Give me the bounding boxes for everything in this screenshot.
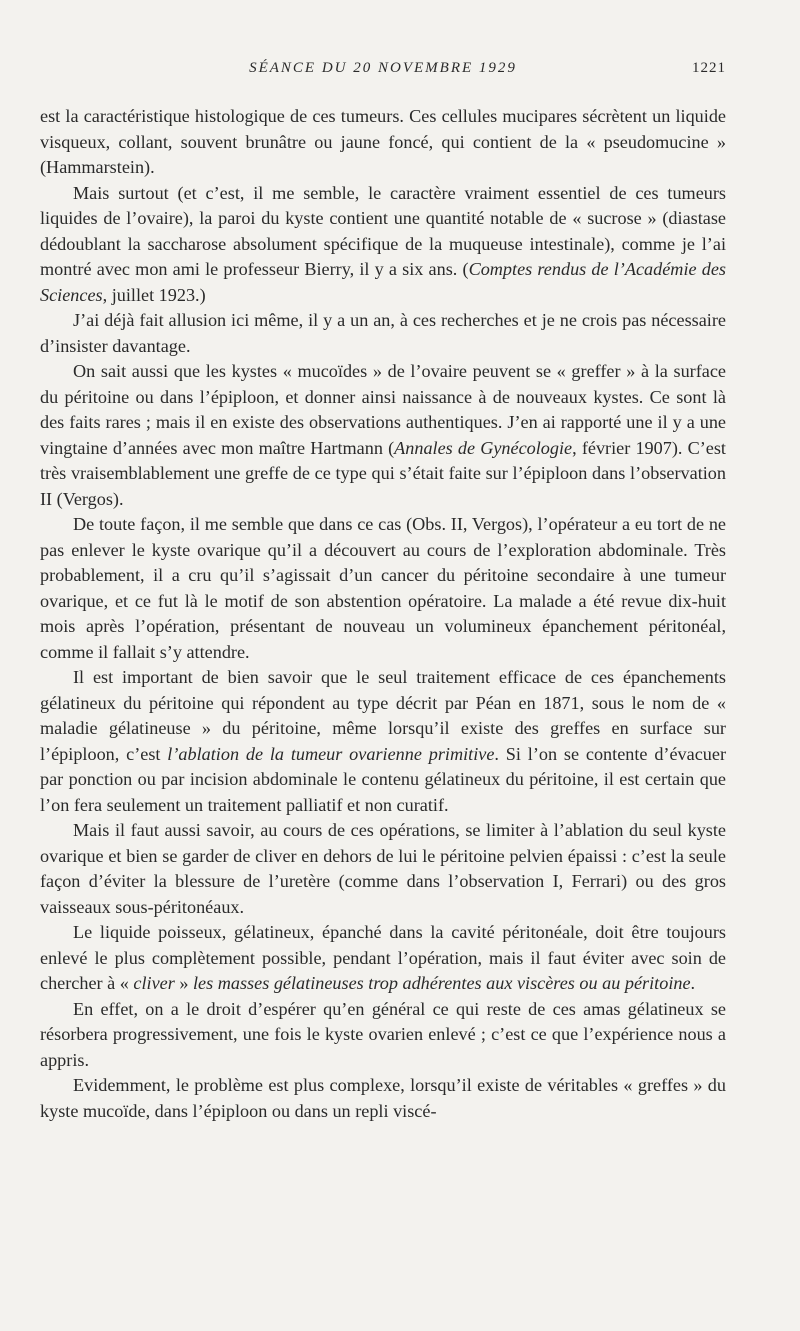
text-segment: » xyxy=(174,973,193,993)
italic-citation: Annales de Gynécologie xyxy=(394,437,573,458)
text-segment: . Si l’on se contente d’évacuer par ponction ou par incision abdominale le contenu gélatineux du péritoine, il est certain que l’on fera seulement un traitement palliatif et non curatif. xyxy=(40,743,726,815)
paragraph xyxy=(40,104,726,181)
text-segment: Mais il faut aussi savoir, au cours de ces opérations, se limiter à l’ablation du seul kyste ovarique et bien se garder de cliver en dehors de lui le péritoine pelvien épaissi : c’est la seule façon d’éviter la blessure de l’uretère (comme dans l’observation I, Ferrari) ou des gros vaisseaux sous-péritonéaux. xyxy=(40,820,726,917)
text-segment: . xyxy=(690,973,696,993)
text-segment: De toute façon, il me semble que dans ce cas (Obs. II, Vergos), l’opérateur a eu tort de ne pas enlever le kyste ovarique qu’il a découvert au cours de l’exploration abdominale. Très probablement, il a cru qu’il s’agissait d’un cancer du péritoine secondaire à une tumeur ovarique, et ce fut là le motif de son abstention opératoire. La malade a été revue dix-huit mois après l’opération, présentant de nouveau un volumineux épanchement péritonéal, comme il fallait s’y attendre. xyxy=(40,514,726,662)
paragraph xyxy=(40,997,726,1074)
text-segment: J’ai déjà fait allusion ici même, il y a un an, à ces recherches et je ne crois pas nécessaire d’insister davantage. xyxy=(40,310,726,356)
document-page xyxy=(40,56,726,1124)
paragraph xyxy=(40,512,726,665)
italic-citation: cliver xyxy=(133,973,175,993)
text-segment: Evidemment, le problème est plus complexe, lorsqu’il existe de véritables « greffes » du kyste mucoïde, dans l’épiploon ou dans un repli viscé- xyxy=(40,1075,726,1121)
header-title: SÉANCE DU 20 NOVEMBRE 1929 xyxy=(249,60,517,76)
paragraph xyxy=(40,818,726,920)
text-segment: Mais surtout (et c’est, il me semble, le caractère vraiment essentiel de ces tumeurs liquides de l’ovaire), la paroi du kyste contient une quantité notable de « sucrose » (diastase dédoublant la saccharose absolument spécifique de la muqueuse intestinale), comme je l’ai montré avec mon ami le professeur Bierry, il y a six ans. ( xyxy=(40,182,726,279)
page-number: 1221 xyxy=(692,60,726,76)
paragraph xyxy=(40,920,726,997)
text-segment: est la caractéristique histologique de ces tumeurs. Ces cellules mucipares sécrètent un liquide visqueux, collant, souvent brunâtre ou jaune foncé, qui contient de la « pseudomucine » (Hammarstein). xyxy=(40,106,726,177)
text-segment: Il est important de bien savoir que le seul traitement efficace de ces épanchements gélatineux du péritoine qui répondent au type décrit par Péan en 1871, sous le nom de « maladie gélatineuse » du péritoine, même lorsqu’il existe des greffes en surface sur l’épiploon, c’est xyxy=(40,667,726,764)
text-segment: En effet, on a le droit d’espérer qu’en général ce qui reste de ces amas gélatineux se résorbera progressivement, une fois le kyste ovarien enlevé ; c’est ce que l’expérience nous a appris. xyxy=(40,998,726,1070)
paragraph xyxy=(40,1073,726,1124)
paragraph xyxy=(40,308,726,359)
italic-citation: les masses gélatineuses trop adhérentes aux viscères ou au péritoine xyxy=(193,973,691,993)
paragraph xyxy=(40,181,726,309)
italic-citation: Comptes rendus de l’Académie des Sciences xyxy=(40,259,726,305)
text-segment: , juillet 1923.) xyxy=(102,284,206,305)
text-segment: , février 1907). C’est très vraisemblablement une greffe de ce type qui s’était faite sur l’épiploon dans l’observation II (Vergos). xyxy=(40,437,726,509)
text-segment: Le liquide poisseux, gélatineux, épanché dans la cavité péritonéale, doit être toujours enlevé le plus complètement possible, pendant l’opération, mais il faut éviter avec soin de chercher à « xyxy=(40,922,726,993)
body-text xyxy=(40,104,726,1124)
paragraph xyxy=(40,665,726,818)
italic-citation: l’ablation de la tumeur ovarienne primitive xyxy=(167,743,495,764)
text-segment: On sait aussi que les kystes « mucoïdes » de l’ovaire peuvent se « greffer » à la surface du péritoine ou dans l’épiploon, et donner ainsi naissance à de nouveaux kystes. Ce sont là des faits rares ; mais il en existe des observations authentiques. J’en ai rapporté une il y a une vingtaine d’années avec mon maître Hartmann ( xyxy=(40,361,726,458)
running-header xyxy=(40,56,726,86)
paragraph xyxy=(40,359,726,512)
